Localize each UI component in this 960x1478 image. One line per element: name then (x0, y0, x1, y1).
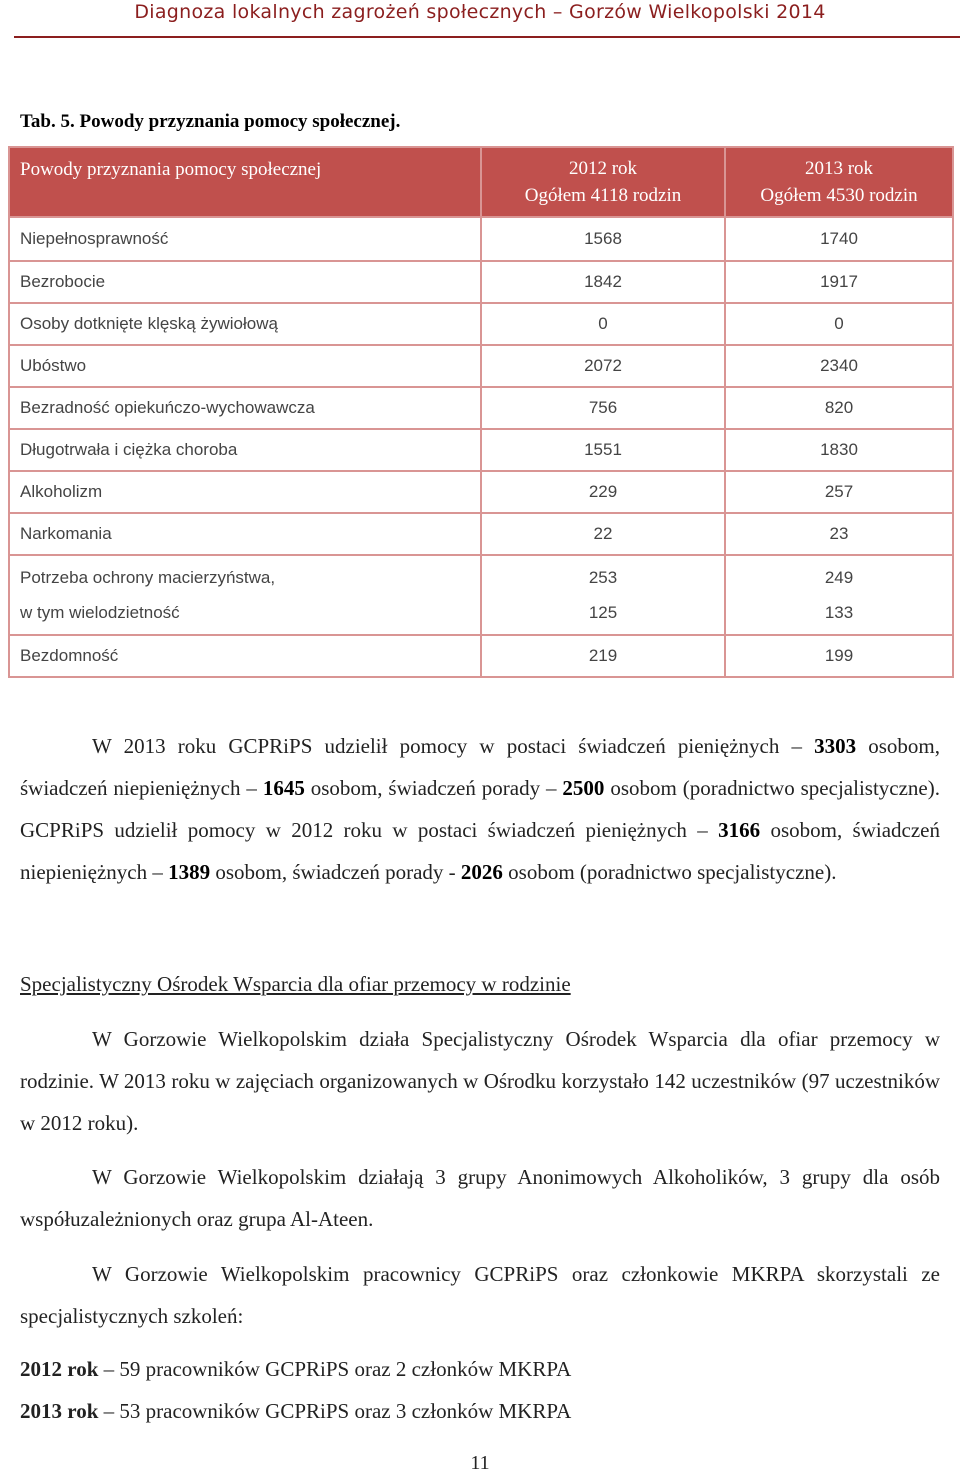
table-row (9, 303, 953, 345)
table-header-row (9, 147, 953, 217)
bold-number: 1389 (168, 860, 211, 884)
column-header-2012 (481, 147, 725, 217)
table-row (9, 345, 953, 387)
text-span: osobom (poradnictwo specjalistyczne). GCPRiPS udzielił pomocy w 2012 roku w postaci świadczeń pieniężnych – (20, 776, 940, 842)
cell-2013: 257 (725, 471, 953, 513)
text-span: W Gorzowie Wielkopolskim działa Specjalistyczny Ośrodek Wsparcia dla ofiar przemocy w rodzinie. W 2013 roku w zajęciach organizowanych w Ośrodku korzystało 142 uczestników (97 uczestników w 2012 roku). (20, 1027, 940, 1135)
row-label: Osoby dotknięte klęską żywiołową (9, 303, 481, 345)
bold-number: 2026 (460, 860, 503, 884)
cell-2013: 2340 (725, 345, 953, 387)
training-year: 2013 rok (20, 1399, 99, 1423)
header-divider (14, 36, 960, 38)
text-span: osobom, świadczeń niepieniężnych – (20, 818, 940, 884)
column-header-2012-year: 2012 rok (568, 158, 638, 179)
column-header-reason: Powody przyznania pomocy społecznej (9, 147, 481, 217)
paragraph-aid-summary (20, 725, 940, 893)
row-label: Narkomania (9, 513, 481, 555)
row-label (9, 555, 481, 635)
training-text: – 53 pracowników GCPRiPS oraz 3 członków MKRPA (98, 1399, 572, 1423)
column-header-2013-total: Ogółem 4530 rodzin (760, 185, 918, 206)
cell-2013: 1830 (725, 429, 953, 471)
cell-2012-line1: 253 (588, 568, 618, 587)
cell-2012: 219 (481, 635, 725, 677)
row-label: Bezradność opiekuńczo-wychowawcza (9, 387, 481, 429)
table-row (9, 555, 953, 635)
text-span: osobom, świadczeń porady – (304, 776, 563, 800)
cell-2012: 1568 (481, 217, 725, 261)
table-row (9, 261, 953, 303)
text-span: W Gorzowie Wielkopolskim pracownicy GCPRiPS oraz członkowie MKRPA skorzystali ze specjalistycznych szkoleń: (20, 1262, 940, 1328)
text-span: osobom (poradnictwo specjalistyczne). (502, 860, 837, 884)
cell-2012 (481, 555, 725, 635)
cell-2012: 22 (481, 513, 725, 555)
cell-2012: 756 (481, 387, 725, 429)
bold-number: 3166 (718, 818, 761, 842)
cell-2012: 1551 (481, 429, 725, 471)
training-text: – 59 pracowników GCPRiPS oraz 2 członków MKRPA (98, 1357, 572, 1381)
social-aid-reasons-table (8, 146, 954, 678)
cell-2012-line2: 125 (588, 603, 618, 622)
bold-number: 1645 (262, 776, 305, 800)
running-header: Diagnoza lokalnych zagrożeń społecznych – Gorzów Wielkopolski 2014 (134, 1, 826, 23)
table-row (9, 471, 953, 513)
paragraph-trainings (20, 1253, 940, 1337)
cell-2012: 2072 (481, 345, 725, 387)
row-label: Bezdomność (9, 635, 481, 677)
paragraph-support-center (20, 1018, 940, 1144)
cell-2012: 0 (481, 303, 725, 345)
text-span: W Gorzowie Wielkopolskim działają 3 grupy Anonimowych Alkoholików, 3 grupy dla osób współuzależnionych oraz grupa Al-Ateen. (20, 1165, 940, 1231)
cell-2013-line1: 249 (824, 568, 854, 587)
table-row (9, 217, 953, 261)
row-label: Ubóstwo (9, 345, 481, 387)
bold-number: 3303 (814, 734, 857, 758)
row-label: Długotrwała i ciężka choroba (9, 429, 481, 471)
row-label: Niepełnosprawność (9, 217, 481, 261)
row-label-line2: w tym wielodzietność (20, 603, 180, 622)
cell-2013: 199 (725, 635, 953, 677)
table-row (9, 513, 953, 555)
table-row (9, 635, 953, 677)
training-item-2013 (20, 1390, 571, 1432)
column-header-2013 (725, 147, 953, 217)
cell-2013 (725, 555, 953, 635)
cell-2012: 229 (481, 471, 725, 513)
cell-2013: 0 (725, 303, 953, 345)
text-span: osobom, świadczeń porady - (210, 860, 461, 884)
cell-2013: 1740 (725, 217, 953, 261)
cell-2012: 1842 (481, 261, 725, 303)
training-year: 2012 rok (20, 1357, 99, 1381)
row-label-line1: Potrzeba ochrony macierzyństwa, (20, 568, 276, 587)
text-span: W 2013 roku GCPRiPS udzielił pomocy w postaci świadczeń pieniężnych – (92, 734, 815, 758)
training-item-2012 (20, 1348, 571, 1390)
table-caption: Tab. 5. Powody przyznania pomocy społecznej. (20, 111, 401, 132)
row-label: Alkoholizm (9, 471, 481, 513)
table-row (9, 429, 953, 471)
text-span: osobom, świadczeń niepieniężnych – (20, 734, 940, 800)
cell-2013: 1917 (725, 261, 953, 303)
cell-2013: 820 (725, 387, 953, 429)
column-header-2013-year: 2013 rok (804, 158, 874, 179)
table-row (9, 387, 953, 429)
cell-2013-line2: 133 (824, 603, 854, 622)
cell-2013: 23 (725, 513, 953, 555)
bold-number: 2500 (562, 776, 605, 800)
page-number: 11 (470, 1452, 490, 1474)
column-header-2012-total: Ogółem 4118 rodzin (524, 185, 682, 206)
section-heading: Specjalistyczny Ośrodek Wsparcia dla ofiar przemocy w rodzinie (20, 972, 571, 996)
paragraph-aa-groups (20, 1156, 940, 1240)
row-label: Bezrobocie (9, 261, 481, 303)
